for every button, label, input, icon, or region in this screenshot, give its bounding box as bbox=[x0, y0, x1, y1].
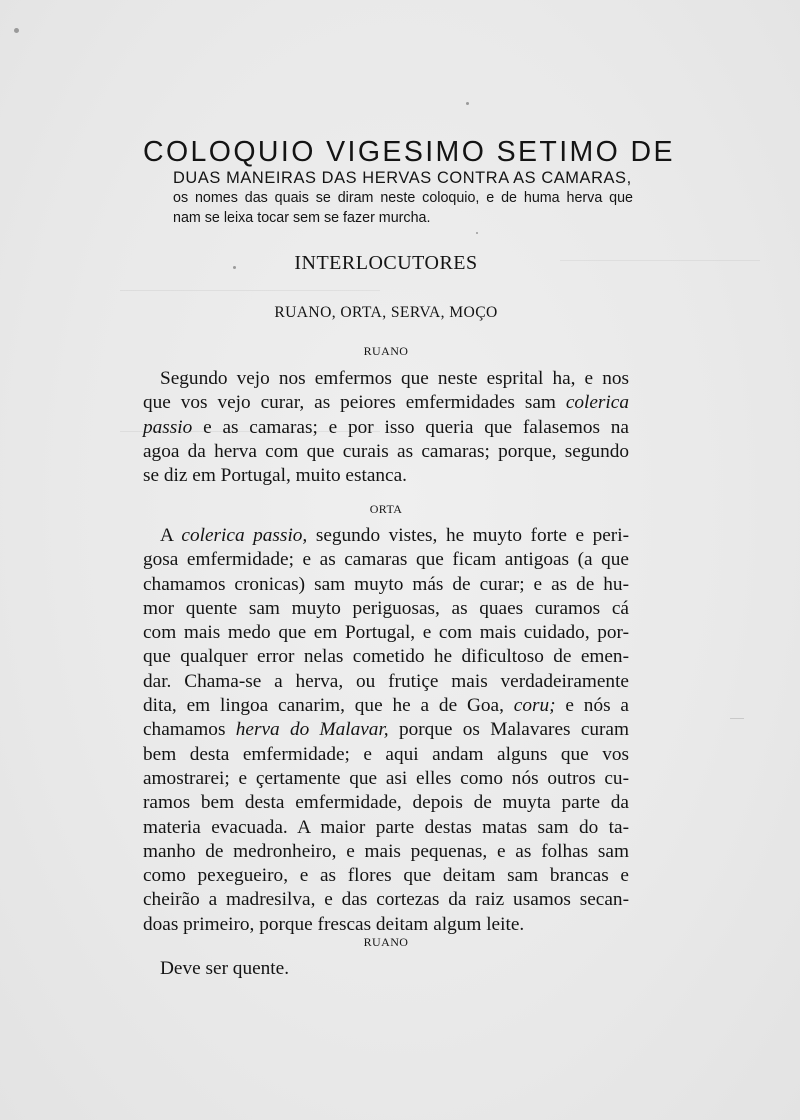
text-line bbox=[143, 621, 629, 645]
text-line bbox=[143, 670, 629, 694]
text-line bbox=[143, 391, 629, 415]
italic-run: colerica passio, bbox=[181, 525, 308, 546]
interlocutors-list: RUANO, ORTA, SERVA, MOÇO bbox=[274, 304, 498, 321]
chapter-subtitle-line: os nomes das quais se diram neste coloquio, e de huma herva que bbox=[173, 190, 633, 206]
text-line bbox=[143, 840, 629, 864]
text-run: que qualquer error nelas cometido he dificultoso de emen- bbox=[143, 646, 629, 668]
text-line bbox=[143, 440, 629, 464]
text-run: ramos bem desta emfermidade, depois de muyta parte da bbox=[143, 792, 629, 814]
dialogue-paragraph bbox=[143, 957, 629, 981]
text-run: se diz em Portugal, muito estanca. bbox=[143, 465, 407, 487]
text-run: chamamos cronicas) sam muyto más de curar; e as de hu- bbox=[143, 573, 629, 595]
paper-speck bbox=[14, 28, 19, 33]
text-line bbox=[143, 957, 629, 981]
text-run: como pexegueiro, e as flores que deitam sam brancas e bbox=[143, 865, 629, 887]
text-line bbox=[143, 524, 629, 548]
paper-speck bbox=[466, 102, 469, 105]
interlocutors-heading: INTERLOCUTORES bbox=[294, 252, 478, 274]
chapter-subtitle-caps: DUAS MANEIRAS DAS HERVAS CONTRA AS CAMARAS, bbox=[173, 169, 632, 187]
text-line bbox=[143, 718, 629, 742]
italic-run: coru; bbox=[513, 695, 556, 717]
text-run: e as camaras; e por isso queria que falasemos na bbox=[192, 416, 629, 438]
text-run: com mais medo que em Portugal, e com mais cuidado, por- bbox=[143, 622, 629, 644]
speaker-label: RUANO bbox=[363, 344, 409, 358]
text-line bbox=[143, 367, 629, 391]
dialogue-paragraph bbox=[143, 367, 629, 488]
text-run: manho de medronheiro, e mais pequenas, e as folhas sam bbox=[143, 840, 629, 862]
italic-run: colerica bbox=[565, 392, 629, 414]
text-line bbox=[143, 645, 629, 669]
text-run: chamamos bbox=[143, 719, 236, 741]
paper-mark bbox=[730, 718, 744, 719]
text-run: A bbox=[160, 525, 182, 546]
text-line bbox=[143, 816, 629, 840]
text-run: agoa da herva com que curais as camaras; porque, segundo bbox=[143, 440, 629, 462]
text-run: segundo vistes, he muyto forte e peri- bbox=[307, 525, 629, 546]
text-run: porque os Malavares curam bbox=[388, 719, 629, 741]
italic-run: herva do Malavar, bbox=[235, 719, 389, 741]
text-run: Segundo vejo nos emfermos que neste esprital ha, e nos bbox=[160, 368, 629, 389]
text-run: que vos vejo curar, as peiores emfermidades sam bbox=[143, 392, 566, 414]
text-line bbox=[143, 694, 629, 718]
text-line bbox=[143, 548, 629, 572]
text-line bbox=[143, 597, 629, 621]
text-line bbox=[143, 573, 629, 597]
chapter-title: COLOQUIO VIGESIMO SETIMO DE bbox=[143, 136, 675, 168]
text-run: doas primeiro, porque frescas deitam algum leite. bbox=[143, 913, 525, 935]
text-line bbox=[143, 743, 629, 767]
speaker-label: RUANO bbox=[363, 935, 409, 949]
text-line bbox=[143, 416, 629, 440]
text-run: dar. Chama-se a herva, ou frutiçe mais verdadeiramente bbox=[143, 670, 629, 692]
text-line bbox=[143, 464, 629, 488]
paper-speck bbox=[476, 232, 478, 234]
text-run: materia evacuada. A maior parte destas matas sam do ta- bbox=[143, 816, 629, 838]
text-run: bem desta emfermidade; e aqui andam alguns que vos bbox=[143, 743, 629, 765]
text-run: Deve ser quente. bbox=[160, 958, 290, 979]
text-line bbox=[143, 888, 629, 912]
speaker-label: ORTA bbox=[369, 502, 403, 516]
text-run: e nós a bbox=[555, 695, 629, 717]
text-line bbox=[143, 767, 629, 791]
text-run: amostrarei; e çertamente que asi elles como nós outros cu- bbox=[143, 767, 629, 789]
text-run: gosa emfermidade; e as camaras que ficam antigoas (a que bbox=[143, 549, 629, 571]
text-run: cheirão a madresilva, e das cortezas da raiz usamos secan- bbox=[143, 889, 629, 911]
dialogue-paragraph bbox=[143, 524, 629, 937]
text-run: mor quente sam muyto periguosas, as quaes curamos cá bbox=[143, 597, 629, 619]
text-run: dita, em lingoa canarim, que he a de Goa, bbox=[143, 695, 514, 717]
text-line bbox=[143, 791, 629, 815]
chapter-subtitle-line: nam se leixa tocar sem se fazer murcha. bbox=[173, 210, 431, 226]
italic-run: passio bbox=[143, 416, 193, 438]
text-line bbox=[143, 864, 629, 888]
